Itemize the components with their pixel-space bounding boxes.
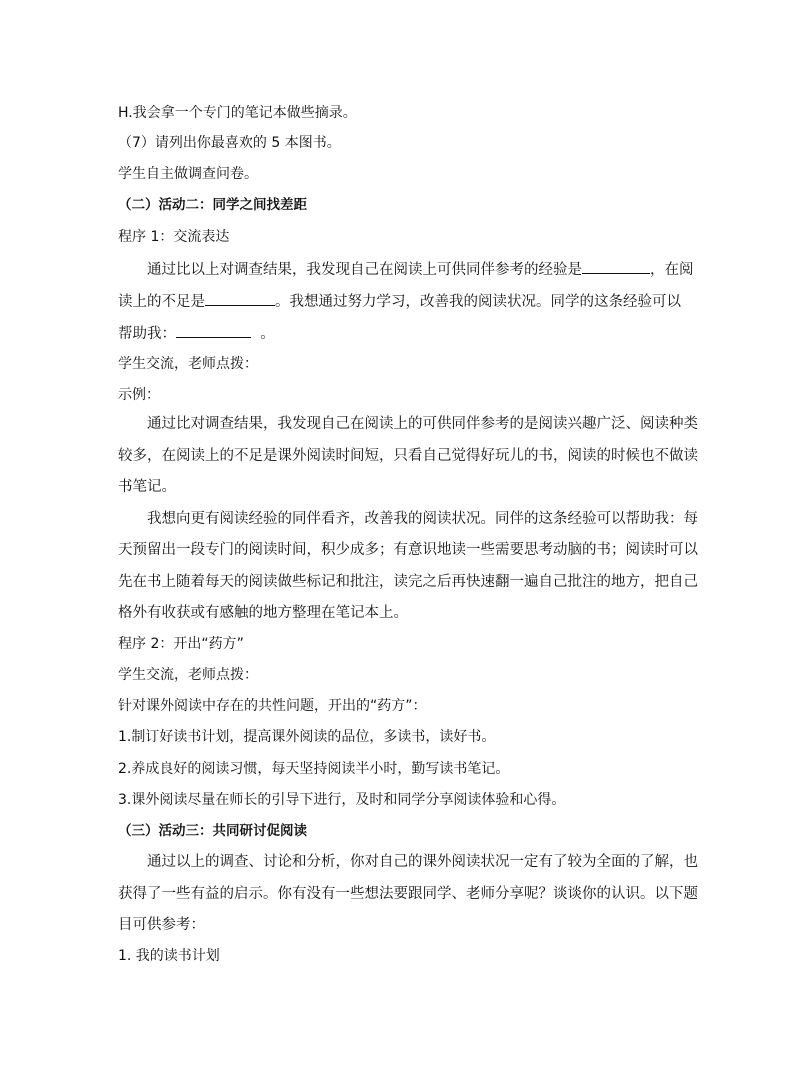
paragraph-line: 学生自主做调查问卷。 xyxy=(118,166,258,182)
paragraph-line: 通过以上的调查、讨论和分析，你对自己的课外阅读状况一定有了较为全面的了解，也 xyxy=(147,854,698,870)
text-segment: 帮助我： xyxy=(118,326,176,342)
example-paragraph-line: 通过比对调查结果，我发现自己在阅读上的可供同伴参考的是阅读兴趣广泛、阅读种类 xyxy=(147,416,698,432)
text-segment: 读上的不足是 xyxy=(118,294,205,310)
answer-blank[interactable] xyxy=(205,291,275,306)
procedure-2-heading: 程序 2：开出“药方” xyxy=(118,636,244,652)
example-paragraph-line: 天预留出一段专门的阅读时间，积少成多；有意识地读一些需要思考动脑的书；阅读时可以 xyxy=(118,542,698,558)
paragraph-line: 学生交流，老师点拨： xyxy=(118,356,258,372)
fill-blank-line-1 xyxy=(147,259,694,280)
answer-blank[interactable] xyxy=(176,323,251,338)
fill-blank-line-3 xyxy=(118,323,275,344)
list-item: 2.养成良好的阅读习惯，每天坚持阅读半小时，勤写读书笔记。 xyxy=(118,761,510,777)
example-paragraph-line: 我想向更有阅读经验的同伴看齐，改善我的阅读状况。同伴的这条经验可以帮助我：每 xyxy=(147,511,698,527)
question-7-line: （7）请列出你最喜欢的 5 本图书。 xyxy=(118,135,341,151)
section-heading-activity-3: （三）活动三：共同研讨促阅读 xyxy=(118,823,307,839)
example-paragraph-line: 书笔记。 xyxy=(118,479,176,495)
paragraph-line: 目可供参考： xyxy=(118,917,205,933)
text-segment: 通过比以上对调查结果，我发现自己在阅读上可供同伴参考的经验是 xyxy=(147,262,582,278)
paragraph-line: 针对课外阅读中存在的共性问题，开出的“药方”： xyxy=(118,698,427,714)
option-h-line: H.我会拿一个专门的笔记本做些摘录。 xyxy=(118,105,357,121)
text-segment: 。 xyxy=(260,326,275,342)
answer-blank[interactable] xyxy=(582,259,650,274)
section-heading-activity-2: （二）活动二：同学之间找差距 xyxy=(118,197,307,213)
fill-blank-line-2 xyxy=(118,291,681,312)
example-paragraph-line: 较多，在阅读上的不足是课外阅读时间短，只看自己觉得好玩儿的书，阅读的时候也不做读 xyxy=(118,448,698,464)
example-paragraph-line: 格外有收获或有感触的地方整理在笔记本上。 xyxy=(118,605,408,621)
text-segment: 。我想通过努力学习，改善我的阅读状况。同学的这条经验可以 xyxy=(275,294,681,310)
list-item: 3.课外阅读尽量在师长的引导下进行，及时和同学分享阅读体验和心得。 xyxy=(118,792,566,808)
topic-list-item: 1. 我的读书计划 xyxy=(118,948,220,964)
example-paragraph-line: 先在书上随着每天的阅读做些标记和批注，读完之后再快速翻一遍自己批注的地方，把自己 xyxy=(118,574,698,590)
list-item: 1.制订好读书计划，提高课外阅读的品位，多读书，读好书。 xyxy=(118,729,496,745)
text-segment: ，在阅 xyxy=(650,262,694,278)
example-label: 示例： xyxy=(118,387,160,403)
procedure-1-heading: 程序 1：交流表达 xyxy=(118,229,230,245)
paragraph-line: 获得了一些有益的启示。你有没有一些想法要跟同学、老师分享呢？谈谈你的认识。以下题 xyxy=(118,886,698,902)
paragraph-line: 学生交流，老师点拨： xyxy=(118,667,258,683)
